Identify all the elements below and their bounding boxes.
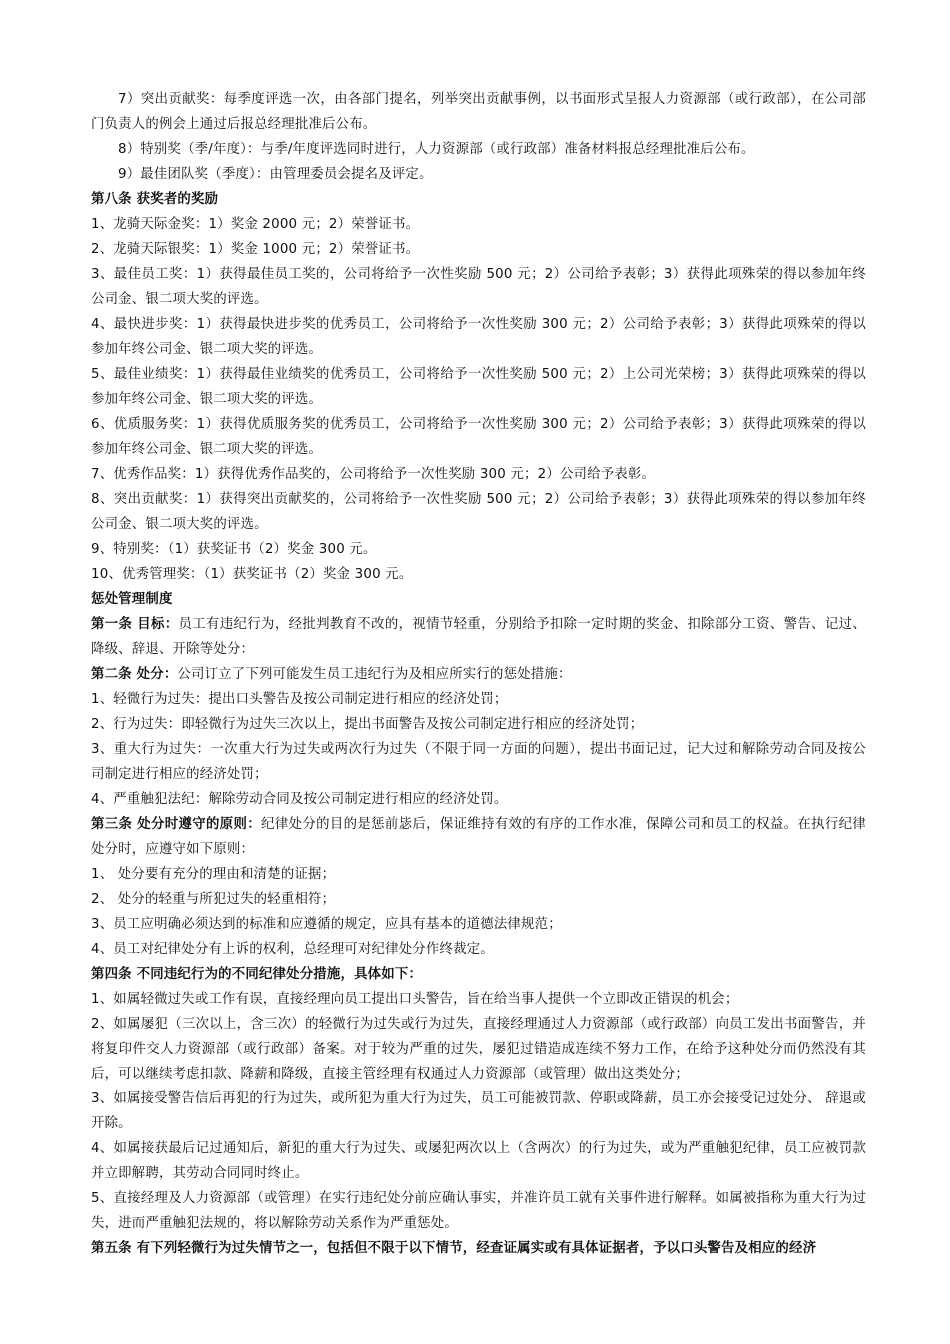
list-item: 2、行为过失：即轻微行为过失三次以上，提出书面警告及按公司制定进行相应的经济处罚； [91, 717, 644, 732]
article-heading: 第一条 目标： [91, 617, 179, 632]
list-item: 3、重大行为过失：一次重大行为过失或两次行为过失（不限于同一方面的问题），提出书面记过，记大过和解除劳动合同及按公司制定进行相应的经济处罚； [91, 742, 866, 782]
paragraph: 8）特别奖（季/年度）：与季/年度评选同时进行，人力资源部（或行政部）准备材料报总经理批准后公布。 [118, 142, 755, 157]
list-item: 2、龙骑天际银奖：1）奖金 1000 元；2）荣誉证书。 [91, 242, 420, 257]
list-item: 4、最快进步奖：1）获得最快进步奖的优秀员工，公司将给予一次性奖励 300 元；2）公司给予表彰；3）获得此项殊荣的得以参加年终公司金、银二项大奖的评选。 [91, 317, 866, 357]
list-item: 3、如属接受警告信后再犯的行为过失，或所犯为重大行为过失，员工可能被罚款、停职或降薪，员工亦会接受记过处分、 辞退或开除。 [91, 1091, 866, 1131]
article-paragraph [91, 663, 866, 688]
list-item: 7、优秀作品奖：1）获得优秀作品奖的，公司将给予一次性奖励 300 元；2）公司给予表彰。 [91, 467, 656, 482]
list-item: 4、如属接获最后记过通知后，新犯的重大行为过失、或屡犯两次以上（含两次）的行为过失，或为严重触犯纪律，员工应被罚款并立即解聘，其劳动合同同时终止。 [91, 1141, 866, 1181]
section-heading: 惩处管理制度 [91, 592, 173, 607]
list-item: 4、员工对纪律处分有上诉的权利，总经理可对纪律处分作终裁定。 [91, 942, 494, 957]
list-item: 8、突出贡献奖：1）获得突出贡献奖的，公司将给予一次性奖励 500 元；2）公司给予表彰；3）获得此项殊荣的得以参加年终公司金、银二项大奖的评选。 [91, 492, 866, 532]
article-text: 员工有违纪行为，经批判教育不改的，视情节轻重，分别给予扣除一定时期的奖金、扣除部分工资、警告、记过、降级、辞退、开除等处分： [91, 617, 867, 657]
paragraph: 7）突出贡献奖：每季度评选一次，由各部门提名，列举突出贡献事例，以书面形式呈报人力资源部（或行政部），在公司部门负责人的例会上通过后报总经理批准后公布。 [91, 92, 866, 132]
article-paragraph [91, 613, 866, 663]
article-heading: 第二条 处分： [91, 667, 178, 682]
list-item: 9、特别奖：（1）获奖证书（2）奖金 300 元。 [91, 542, 377, 557]
list-item: 10、优秀管理奖：（1）获奖证书（2）奖金 300 元。 [91, 567, 413, 582]
list-item: 1、轻微行为过失：提出口头警告及按公司制定进行相应的经济处罚； [91, 692, 508, 707]
list-item: 3、最佳员工奖：1）获得最佳员工奖的，公司将给予一次性奖励 500 元；2）公司给予表彰；3）获得此项殊荣的得以参加年终公司金、银二项大奖的评选。 [91, 267, 866, 307]
list-item: 4、严重触犯法纪：解除劳动合同及按公司制定进行相应的经济处罚。 [91, 792, 508, 807]
list-item: 2、如属屡犯（三次以上，含三次）的轻微行为过失或行为过失，直接经理通过人力资源部（或行政部）向员工发出书面警告，并将复印件交人力资源部（或行政部）备案。对于较为严重的过失，屡犯过错造成连续不努力工作，在给予这种处分而仍然没有其后，可以继续考虑扣款、降薪和降级，直接主管经理有权通过人力资源部（或管理）做出这类处分； [91, 1017, 866, 1082]
list-item: 1、如属轻微过失或工作有误，直接经理向员工提出口头警告，旨在给当事人提供一个立即改正错误的机会； [91, 992, 739, 1007]
article-text: 纪律处分的目的是惩前毖后，保证维持有效的有序的工作水准，保障公司和员工的权益。在执行纪律处分时，应遵守如下原则： [91, 817, 867, 857]
list-item: 3、员工应明确必须达到的标准和应遵循的规定，应具有基本的道德法律规范； [91, 917, 562, 932]
list-item: 5、直接经理及人力资源部（或管理）在实行违纪处分前应确认事实，并准许员工就有关事件进行解释。如属被指称为重大行为过失，进而严重触犯法规的，将以解除劳动关系作为严重惩处。 [91, 1191, 866, 1231]
list-item: 5、最佳业绩奖：1）获得最佳业绩奖的优秀员工，公司将给予一次性奖励 500 元；2）上公司光荣榜；3）获得此项殊荣的得以参加年终公司金、银二项大奖的评选。 [91, 367, 866, 407]
article-paragraph [91, 813, 866, 863]
list-item: 6、优质服务奖：1）获得优质服务奖的优秀员工，公司将给予一次性奖励 300 元；2）公司给予表彰；3）获得此项殊荣的得以参加年终公司金、银二项大奖的评选。 [91, 417, 866, 457]
article-heading: 第五条 有下列轻微行为过失情节之一，包括但不限于以下情节，经查证属实或有具体证据者，予以口头警告及相应的经济 [91, 1241, 817, 1256]
list-item: 1、龙骑天际金奖：1）奖金 2000 元；2）荣誉证书。 [91, 217, 420, 232]
article-heading: 第三条 处分时遵守的原则： [91, 817, 262, 832]
article-heading: 第四条 不同违纪行为的不同纪律处分措施，具体如下： [91, 967, 423, 982]
section-heading: 第八条 获奖者的奖励 [91, 192, 219, 207]
list-item: 2、 处分的轻重与所犯过失的轻重相符； [91, 892, 336, 907]
article-text: 公司订立了下列可能发生员工违纪行为及相应所实行的惩处措施： [177, 667, 572, 682]
paragraph: 9）最佳团队奖（季度）：由管理委员会提名及评定。 [118, 167, 433, 182]
list-item: 1、 处分要有充分的理由和清楚的证据； [91, 867, 336, 882]
